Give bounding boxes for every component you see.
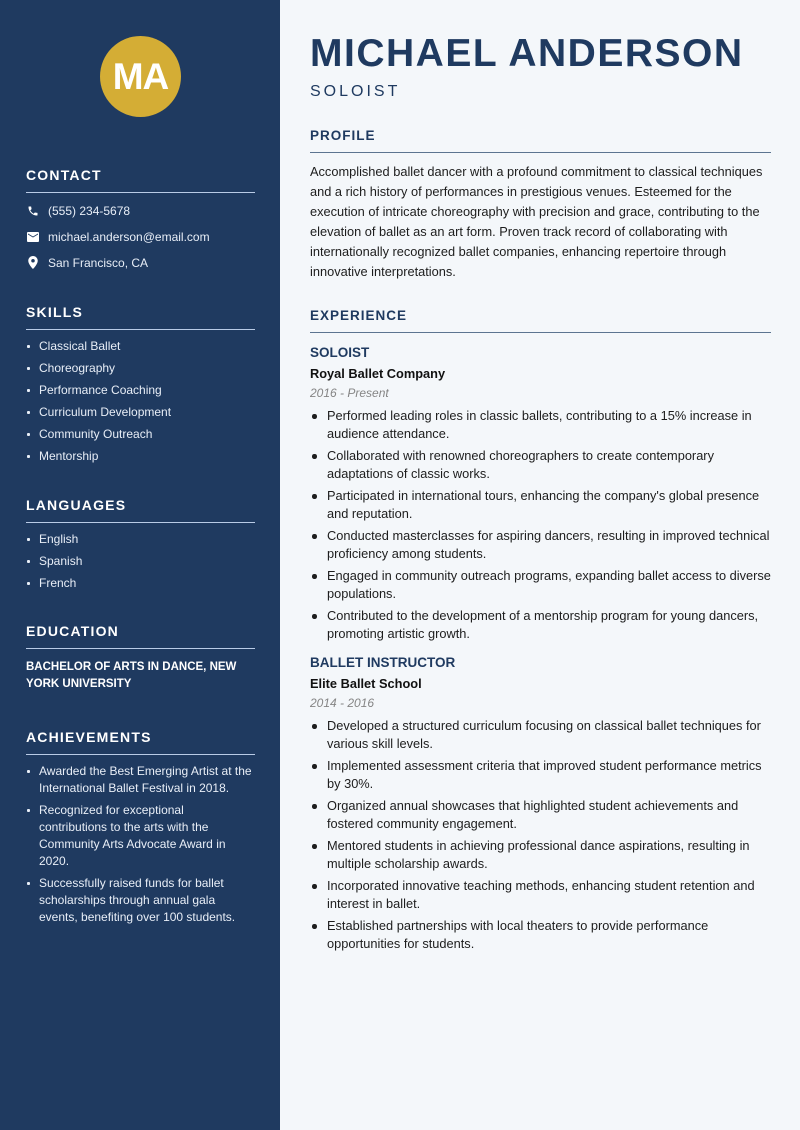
achievements-section xyxy=(26,729,255,931)
job-bullet: Performed leading roles in classic ballets, contributing to a 15% increase in audience attendance. xyxy=(310,407,771,443)
skills-list xyxy=(26,338,255,465)
job-bullet: Engaged in community outreach programs, expanding ballet access to diverse populations. xyxy=(310,567,771,603)
job-bullet: Implemented assessment criteria that improved student performance metrics by 30%. xyxy=(310,757,771,793)
contact-email xyxy=(26,228,255,245)
language-item: English xyxy=(26,531,255,548)
skill-item: Performance Coaching xyxy=(26,382,255,399)
contact-heading: CONTACT xyxy=(26,167,255,193)
skill-item: Choreography xyxy=(26,360,255,377)
job-bullet: Organized annual showcases that highlighted student achievements and fostered community engagement. xyxy=(310,797,771,833)
avatar xyxy=(100,36,181,117)
skills-section xyxy=(26,304,255,470)
language-item: French xyxy=(26,575,255,592)
languages-section xyxy=(26,497,255,597)
experience-heading: EXPERIENCE xyxy=(310,308,771,333)
email-text: michael.anderson@email.com xyxy=(48,229,210,244)
avatar-initials: MA xyxy=(112,55,169,97)
contact-location xyxy=(26,254,255,271)
contact-phone xyxy=(26,202,255,219)
email-icon xyxy=(26,230,39,243)
phone-text: (555) 234-5678 xyxy=(48,203,131,218)
job-bullet: Contributed to the development of a mentorship program for young dancers, promoting artistic growth. xyxy=(310,607,771,643)
job-bullet: Conducted masterclasses for aspiring dancers, resulting in improved technical proficiency among students. xyxy=(310,527,771,563)
language-item: Spanish xyxy=(26,553,255,570)
experience-section xyxy=(310,308,771,957)
achievement-item: Successfully raised funds for ballet scholarships through annual gala events, benefiting over 100 students. xyxy=(26,875,255,926)
job-dates: 2016 - Present xyxy=(310,386,389,400)
job-company: Royal Ballet Company xyxy=(310,366,446,381)
job-dates: 2014 - 2016 xyxy=(310,696,375,710)
job-bullet: Collaborated with renowned choreographers to create contemporary adaptations of classic works. xyxy=(310,447,771,483)
job-bullet: Mentored students in achieving professional dance aspirations, resulting in multiple scholarship awards. xyxy=(310,837,771,873)
job-bullets xyxy=(310,407,771,643)
candidate-name: MICHAEL ANDERSON xyxy=(310,32,744,75)
job-title: SOLOIST xyxy=(310,345,370,360)
job-bullets xyxy=(310,717,771,953)
profile-text: Accomplished ballet dancer with a profound commitment to classical techniques and a rich history of performances in prestigious venues. Esteemed for the execution of intricate choreography with precision and grace, contributing to the elevation of ballet as an art form. Proven track record of collaborating with internationally recognized ballet companies, enhancing repertoire through innovative interpretations. xyxy=(310,164,763,279)
achievements-list xyxy=(26,763,255,926)
education-degree: BACHELOR OF ARTS IN DANCE, NEW YORK UNIVERSITY xyxy=(26,661,237,690)
job-company: Elite Ballet School xyxy=(310,676,422,691)
profile-heading: PROFILE xyxy=(310,128,771,153)
job-entry xyxy=(310,345,771,643)
location-pin-icon xyxy=(26,256,39,269)
sidebar xyxy=(0,0,280,1130)
job-bullet: Participated in international tours, enhancing the company's global presence and reputation. xyxy=(310,487,771,523)
skill-item: Community Outreach xyxy=(26,426,255,443)
languages-list xyxy=(26,531,255,592)
achievement-item: Recognized for exceptional contributions to the arts with the Community Arts Advocate Award in 2020. xyxy=(26,802,255,870)
job-title: BALLET INSTRUCTOR xyxy=(310,655,456,670)
languages-heading: LANGUAGES xyxy=(26,497,255,523)
contact-section xyxy=(26,167,255,271)
skill-item: Curriculum Development xyxy=(26,404,255,421)
skills-heading: SKILLS xyxy=(26,304,255,330)
job-bullet: Established partnerships with local theaters to provide performance opportunities for students. xyxy=(310,917,771,953)
job-entry xyxy=(310,655,771,953)
candidate-title: SOLOIST xyxy=(310,83,401,100)
phone-icon xyxy=(26,204,39,217)
location-text: San Francisco, CA xyxy=(48,255,149,270)
education-section xyxy=(26,623,255,693)
achievement-item: Awarded the Best Emerging Artist at the International Ballet Festival in 2018. xyxy=(26,763,255,797)
job-bullet: Incorporated innovative teaching methods, enhancing student retention and interest in ballet. xyxy=(310,877,771,913)
skill-item: Mentorship xyxy=(26,448,255,465)
achievements-heading: ACHIEVEMENTS xyxy=(26,729,255,755)
profile-section xyxy=(310,128,771,282)
skill-item: Classical Ballet xyxy=(26,338,255,355)
education-heading: EDUCATION xyxy=(26,623,255,649)
job-bullet: Developed a structured curriculum focusing on classical ballet techniques for various skill levels. xyxy=(310,717,771,753)
